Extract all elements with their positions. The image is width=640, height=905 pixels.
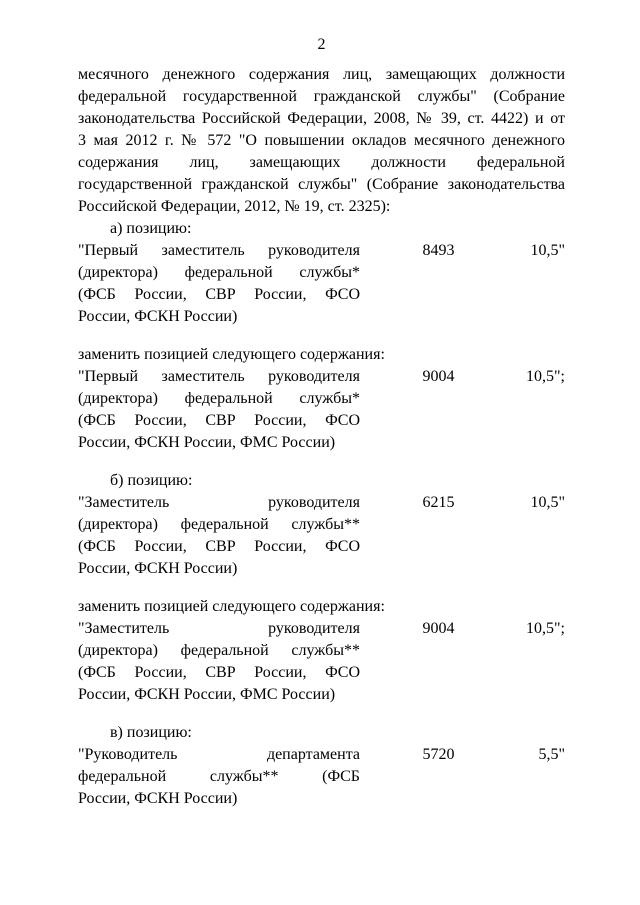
position-text bbox=[78, 366, 360, 454]
intro-line: месячного денежного содержания лиц, замещающих должности bbox=[78, 66, 565, 83]
position-line: "Заместитель руководителя bbox=[78, 494, 360, 511]
position-line: "Первый заместитель руководителя bbox=[78, 242, 360, 259]
position-text bbox=[78, 744, 360, 810]
position-line: России, ФСКН России) bbox=[78, 308, 238, 325]
coefficient-value: 10,5" bbox=[530, 494, 565, 511]
position-text bbox=[78, 240, 360, 328]
intro-line: законодательства Российской Федерации, 2008, № 39, ст. 4422) и от bbox=[78, 110, 565, 127]
replace-label: заменить позицией следующего содержания: bbox=[78, 598, 385, 615]
salary-value: 9004 bbox=[422, 620, 455, 637]
position-row bbox=[78, 618, 565, 706]
salary-value: 8493 bbox=[422, 242, 455, 259]
position-line: "Заместитель руководителя bbox=[78, 620, 360, 637]
replace-label: заменить позицией следующего содержания: bbox=[78, 346, 385, 363]
intro-line: федеральной государственной гражданской службы" (Собрание bbox=[78, 88, 565, 105]
position-line: России, ФСКН России, ФМС России) bbox=[78, 434, 336, 451]
salary-value: 6215 bbox=[422, 494, 455, 511]
position-line: федеральной службы** (ФСБ bbox=[78, 768, 360, 785]
position-row bbox=[78, 366, 565, 454]
intro-paragraph bbox=[78, 64, 565, 218]
position-line: России, ФСКН России) bbox=[78, 790, 238, 807]
position-line: России, ФСКН России, ФМС России) bbox=[78, 686, 336, 703]
position-text bbox=[78, 492, 360, 580]
coefficient-value: 5,5" bbox=[538, 746, 565, 763]
position-line: России, ФСКН России) bbox=[78, 560, 238, 577]
salary-value: 9004 bbox=[422, 368, 455, 385]
coefficient-value: 10,5"; bbox=[526, 620, 565, 637]
section-a bbox=[78, 218, 565, 454]
coefficient-value: 10,5"; bbox=[526, 368, 565, 385]
position-row bbox=[78, 492, 565, 580]
intro-line: 3 мая 2012 г. № 572 "О повышении окладов месячного денежного bbox=[78, 132, 565, 149]
intro-line: государственной гражданской службы" (Собрание законодательства bbox=[78, 176, 565, 193]
section-label: б) позицию: bbox=[110, 472, 193, 489]
position-line: (ФСБ России, СВР России, ФСО bbox=[78, 538, 360, 555]
position-row bbox=[78, 240, 565, 328]
position-line: (ФСБ России, СВР России, ФСО bbox=[78, 664, 360, 681]
position-text bbox=[78, 618, 360, 706]
salary-value: 5720 bbox=[422, 746, 455, 763]
position-line: (директора) федеральной службы** bbox=[78, 642, 360, 659]
coefficient-value: 10,5" bbox=[530, 242, 565, 259]
section-label: а) позицию: bbox=[110, 220, 192, 237]
page-number: 2 bbox=[317, 36, 326, 53]
section-b bbox=[78, 470, 565, 706]
intro-line: содержания лиц, замещающих должности федеральной bbox=[78, 154, 565, 171]
intro-line: Российской Федерации, 2012, № 19, ст. 2325): bbox=[78, 198, 391, 215]
position-line: (директора) федеральной службы* bbox=[78, 390, 360, 407]
position-line: "Руководитель департамента bbox=[78, 746, 360, 763]
position-line: (ФСБ России, СВР России, ФСО bbox=[78, 286, 360, 303]
position-line: (директора) федеральной службы** bbox=[78, 516, 360, 533]
position-row bbox=[78, 744, 565, 810]
section-label: в) позицию: bbox=[110, 724, 192, 741]
position-line: (директора) федеральной службы* bbox=[78, 264, 360, 281]
position-line: (ФСБ России, СВР России, ФСО bbox=[78, 412, 360, 429]
position-line: "Первый заместитель руководителя bbox=[78, 368, 360, 385]
section-v bbox=[78, 722, 565, 810]
